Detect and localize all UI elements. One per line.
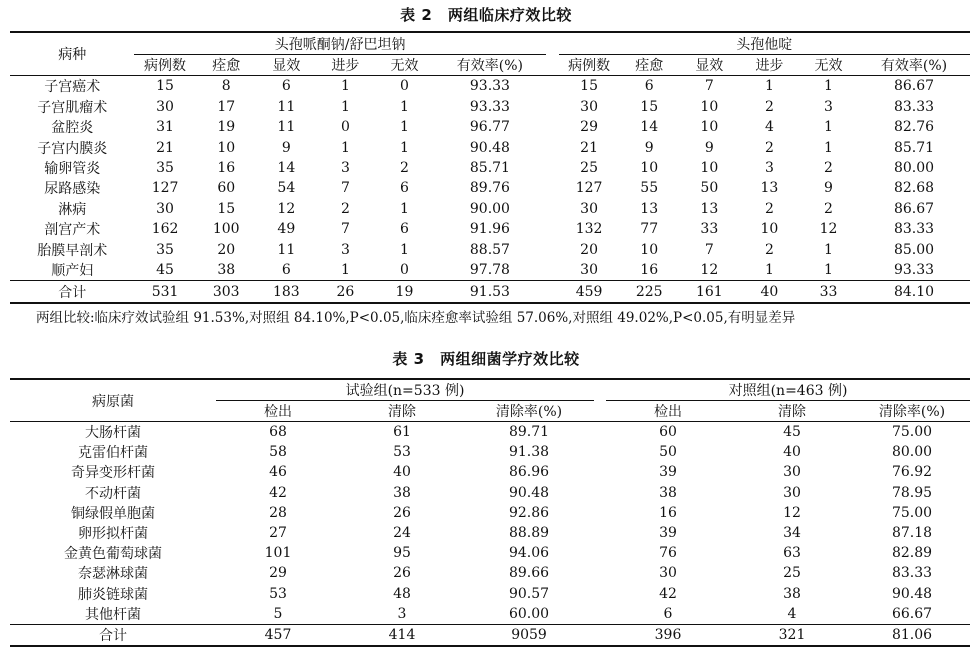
table-cell: 95 [393,545,411,562]
table-cell: 93.33 [469,78,510,95]
clinical-efficacy-table [10,31,970,304]
table-cell: 17 [217,98,236,115]
table-cell: 90.48 [891,585,933,602]
column-gap [546,199,559,219]
column-header: 痊愈 [196,55,257,76]
table-cell: 85.71 [469,159,510,176]
row-label: 盆腔炎 [51,120,94,137]
table-cell: 7 [340,180,350,197]
table-cell: 396 [606,624,730,646]
table-cell: 1 [824,262,833,279]
row-label: 不动杆菌 [85,485,141,502]
table-cell: 19 [375,281,434,303]
table-cell: 3 [397,605,407,622]
column-gap [594,563,606,583]
table-cell: 459 [559,281,620,303]
column-gap [594,523,606,543]
table-cell: 90.48 [469,139,510,156]
column-header: 检出 [216,401,340,422]
table-cell: 88.57 [469,241,510,258]
table-cell: 48 [393,585,411,602]
table-cell: 19 [217,119,236,136]
table-cell: 25 [783,565,801,582]
column-header: 有效率(%) [858,55,970,76]
column-header: 清除 [730,401,854,422]
bacteriological-efficacy-table [10,378,970,647]
table-row [10,483,970,503]
group2-header: 头孢他啶 [559,32,971,55]
table-cell: 132 [575,221,603,238]
row-label: 合计 [10,281,134,303]
table-row [10,219,970,239]
table-cell: 321 [730,624,854,646]
total-row [10,281,970,303]
row-label: 淋病 [58,201,87,218]
table-cell: 1 [824,78,833,95]
table-cell: 8 [221,78,231,95]
table-cell: 127 [575,180,603,197]
table-cell: 127 [151,180,179,197]
table-row [10,76,970,97]
table-cell: 91.96 [469,221,510,238]
table-cell: 3 [340,241,350,258]
table-cell: 76 [659,545,677,562]
column-gap [594,624,606,646]
table-cell: 0 [400,262,409,279]
table-cell: 89.71 [508,424,550,441]
table-cell: 86.67 [893,78,935,95]
row-label: 其他杆菌 [85,606,141,623]
table-cell: 86.67 [893,200,935,217]
table-cell: 46 [269,464,287,481]
table-cell: 76.92 [891,464,933,481]
row-label: 顺产妇 [51,263,94,280]
table-cell: 10 [700,119,719,136]
table-cell: 6 [400,221,409,238]
table-cell: 80.00 [893,159,935,176]
table-cell: 61 [393,424,411,441]
table-row [10,158,970,178]
column-header: 进步 [316,55,375,76]
table-cell: 1 [340,262,350,279]
table-cell: 15 [580,78,598,95]
table-cell: 83.33 [893,221,935,238]
table-cell: 7 [340,221,350,238]
table-cell: 90.00 [469,200,510,217]
table-cell: 12 [819,221,838,238]
column-gap [594,442,606,462]
table-row [10,563,970,583]
column-header: 病例数 [134,55,195,76]
table-cell: 26 [316,281,375,303]
table-cell: 16 [640,262,659,279]
column-gap [546,178,559,198]
table-cell: 40 [393,464,411,481]
table-cell: 1 [340,98,350,115]
table-row [10,137,970,157]
table-row [10,604,970,625]
table-cell: 38 [393,484,411,501]
group2-header: 对照组(n=463 例) [606,379,970,401]
table-cell: 35 [156,241,174,258]
table-cell: 6 [644,78,654,95]
row-label: 金黄色葡萄球菌 [64,546,162,563]
table-cell: 89.76 [469,180,510,197]
table-cell: 68 [269,424,287,441]
row-label: 剖宫产术 [44,222,101,239]
table-cell: 16 [217,159,236,176]
column-gap [594,543,606,563]
table-cell: 28 [269,504,287,521]
column-gap [594,422,606,443]
table-cell: 9 [704,139,714,156]
table-cell: 38 [217,262,236,279]
table-cell: 6 [281,78,291,95]
table-cell: 82.68 [893,180,935,197]
table-cell: 83.33 [893,98,935,115]
column-gap [546,96,559,116]
table-cell: 45 [156,262,174,279]
table-cell: 14 [277,159,296,176]
table-row [10,543,970,563]
row-label: 铜绿假单胞菌 [71,505,155,522]
row-label: 输卵管炎 [44,160,101,177]
table-cell: 100 [212,221,240,238]
table-cell: 1 [824,119,833,136]
table-cell: 89.66 [508,565,550,582]
table-cell: 91.38 [508,444,550,461]
table-row [10,240,970,260]
column-header: 清除率(%) [464,401,594,422]
column-header: 清除率(%) [854,401,970,422]
table-cell: 9 [644,139,654,156]
table-cell: 2 [764,139,774,156]
column-gap [546,137,559,157]
table-cell: 3 [764,159,774,176]
table-cell: 10 [700,159,719,176]
table-cell: 13 [700,200,719,217]
table-cell: 30 [783,484,801,501]
table-cell: 87.18 [891,525,933,542]
table-cell: 1 [400,119,409,136]
table-cell: 1 [400,241,409,258]
column-header: 无效 [799,55,858,76]
table-row [10,178,970,198]
row-header: 病原菌 [10,379,216,422]
table-cell: 29 [269,565,287,582]
column-gap [594,401,606,422]
table-row [10,199,970,219]
comparison-note: 两组比较:临床疗效试验组 91.53%,对照组 84.10%,P<0.05,临床痊愈率试验组 57.06%,对照组 49.02%,P<0.05,有明显差异 [36,310,796,326]
table-row [10,117,970,137]
table-cell: 0 [400,78,409,95]
column-header: 检出 [606,401,730,422]
table-cell: 457 [216,624,340,646]
table-cell: 26 [393,565,411,582]
table-cell: 35 [156,159,174,176]
column-header: 有效率(%) [434,55,546,76]
table-cell: 20 [580,241,598,258]
table-cell: 49 [277,221,296,238]
table-cell: 6 [663,605,673,622]
table-cell: 10 [700,98,719,115]
row-label: 卵形拟杆菌 [78,526,148,543]
table-cell: 94.06 [508,545,550,562]
table-row [10,442,970,462]
column-gap [594,604,606,625]
row-label: 克雷伯杆菌 [78,445,148,462]
table-cell: 10 [217,139,236,156]
table-cell: 12 [783,504,801,521]
table-cell: 82.89 [891,545,933,562]
table-cell: 39 [659,464,677,481]
table-cell: 15 [217,200,236,217]
table-cell: 58 [269,444,287,461]
table-cell: 15 [156,78,174,95]
column-header: 痊愈 [620,55,679,76]
table-cell: 45 [783,424,801,441]
row-label: 合计 [10,624,216,646]
table-cell: 21 [580,139,598,156]
table-cell: 24 [393,525,411,542]
table-cell: 3 [340,159,350,176]
table-cell: 60 [659,424,677,441]
column-header: 显效 [257,55,316,76]
table-cell: 11 [277,241,296,258]
table-cell: 3 [824,98,833,115]
column-gap [546,76,559,97]
table-cell: 92.86 [508,504,550,521]
column-gap [546,281,559,303]
table-cell: 21 [156,139,174,156]
table-cell: 25 [580,159,598,176]
table-cell: 91.53 [434,281,546,303]
column-header: 无效 [375,55,434,76]
table-cell: 77 [640,221,659,238]
column-gap [594,503,606,523]
table-cell: 30 [580,98,598,115]
table-cell: 93.33 [469,98,510,115]
group1-header: 试验组(n=533 例) [216,379,594,401]
table-cell: 30 [580,200,598,217]
table-cell: 33 [799,281,858,303]
table-cell: 0 [340,119,350,136]
table-cell: 2 [340,200,350,217]
table-cell: 27 [269,525,287,542]
table-cell: 96.77 [469,119,510,136]
table-cell: 162 [151,221,179,238]
table-cell: 93.33 [893,262,935,279]
total-row [10,624,970,646]
table-cell: 1 [400,139,409,156]
table-cell: 30 [156,200,174,217]
table-cell: 12 [277,200,296,217]
table-row [10,503,970,523]
table-cell: 414 [340,624,464,646]
column-gap [546,260,559,281]
table-cell: 53 [393,444,411,461]
table-cell: 53 [269,585,287,602]
table-cell: 31 [156,119,174,136]
column-header: 进步 [740,55,799,76]
table-cell: 55 [640,180,659,197]
table-cell: 86.96 [508,464,550,481]
group1-header: 头孢哌酮钠/舒巴坦钠 [134,32,545,55]
table-cell: 6 [281,262,291,279]
row-label: 尿路感染 [44,181,101,198]
row-label: 奇异变形杆菌 [71,465,155,482]
table-cell: 54 [277,180,296,197]
table-row [10,260,970,281]
table-cell: 97.78 [469,262,510,279]
row-label: 子宫内膜炎 [37,140,108,157]
table-cell: 63 [783,545,801,562]
table-row [10,584,970,604]
table-cell: 161 [679,281,740,303]
table-cell: 2 [764,200,774,217]
table-cell: 2 [400,159,409,176]
table-cell: 10 [640,241,659,258]
table-cell: 60 [217,180,236,197]
table-cell: 2 [764,98,774,115]
table-cell: 88.89 [508,525,550,542]
column-gap [546,117,559,137]
table-cell: 90.57 [508,585,550,602]
row-header: 病种 [10,32,134,76]
table-cell: 9 [281,139,291,156]
table3-title: 表 3 两组细菌学疗效比较 [392,350,580,368]
column-gap [594,462,606,482]
table-cell: 16 [659,504,677,521]
table-cell: 531 [134,281,195,303]
row-label: 子宫癌术 [44,79,101,96]
table-cell: 82.76 [893,119,935,136]
table-cell: 75.00 [891,504,933,521]
column-gap [546,240,559,260]
table-cell: 1 [764,262,774,279]
column-gap [594,483,606,503]
table-cell: 85.71 [893,139,935,156]
table-cell: 1 [824,139,833,156]
table-row [10,96,970,116]
table-cell: 303 [196,281,257,303]
table-cell: 42 [269,484,287,501]
table-cell: 10 [640,159,659,176]
table-cell: 60.00 [508,605,550,622]
table-cell: 9059 [464,624,594,646]
table-cell: 29 [580,119,598,136]
table-cell: 81.06 [854,624,970,646]
table-cell: 38 [659,484,677,501]
table-cell: 4 [787,605,797,622]
table-cell: 183 [257,281,316,303]
table-cell: 2 [764,241,774,258]
row-label: 奈瑟淋球菌 [78,566,148,583]
table-cell: 11 [277,119,296,136]
column-gap [546,158,559,178]
column-gap [546,55,559,76]
table-cell: 33 [700,221,719,238]
table2-title: 表 2 两组临床疗效比较 [400,6,572,24]
table-cell: 80.00 [891,444,933,461]
table-cell: 1 [400,200,409,217]
table-cell: 42 [659,585,677,602]
table-cell: 50 [659,444,677,461]
table-cell: 75.00 [891,424,933,441]
table-cell: 13 [640,200,659,217]
table-cell: 30 [783,464,801,481]
table-cell: 2 [824,200,833,217]
row-label: 肺炎链球菌 [78,586,148,603]
table-cell: 6 [400,180,409,197]
table-row [10,462,970,482]
column-header: 清除 [340,401,464,422]
table-cell: 1 [340,139,350,156]
table-cell: 9 [824,180,833,197]
table-cell: 1 [400,98,409,115]
table-cell: 1 [340,78,350,95]
row-label: 胎膜早剖术 [37,242,108,259]
table-cell: 30 [156,98,174,115]
table-cell: 1 [764,78,774,95]
table-cell: 7 [704,241,714,258]
table-cell: 4 [764,119,774,136]
table-cell: 30 [580,262,598,279]
table-cell: 15 [640,98,659,115]
table-cell: 11 [277,98,296,115]
table-cell: 30 [659,565,677,582]
table-cell: 13 [760,180,779,197]
table-cell: 40 [740,281,799,303]
table-cell: 78.95 [891,484,933,501]
table-cell: 101 [264,545,292,562]
column-gap [546,219,559,239]
table-cell: 26 [393,504,411,521]
table-cell: 7 [704,78,714,95]
table-cell: 90.48 [508,484,550,501]
table-cell: 14 [640,119,659,136]
table-cell: 12 [700,262,719,279]
table-cell: 39 [659,525,677,542]
column-gap [594,584,606,604]
table-cell: 5 [273,605,283,622]
column-header: 病例数 [559,55,620,76]
table-cell: 84.10 [858,281,970,303]
table-row [10,422,970,443]
table-cell: 38 [783,585,801,602]
table-cell: 83.33 [891,565,933,582]
table-cell: 1 [824,241,833,258]
table-cell: 85.00 [893,241,935,258]
table-cell: 20 [217,241,236,258]
column-header: 显效 [679,55,740,76]
table-cell: 50 [700,180,719,197]
table-cell: 2 [824,159,833,176]
table-cell: 34 [783,525,801,542]
row-label: 大肠杆菌 [85,425,141,442]
table-cell: 40 [783,444,801,461]
row-label: 子宫肌瘤术 [37,99,108,116]
table-cell: 225 [620,281,679,303]
table-row [10,523,970,543]
table-cell: 10 [760,221,779,238]
table-cell: 66.67 [891,605,933,622]
